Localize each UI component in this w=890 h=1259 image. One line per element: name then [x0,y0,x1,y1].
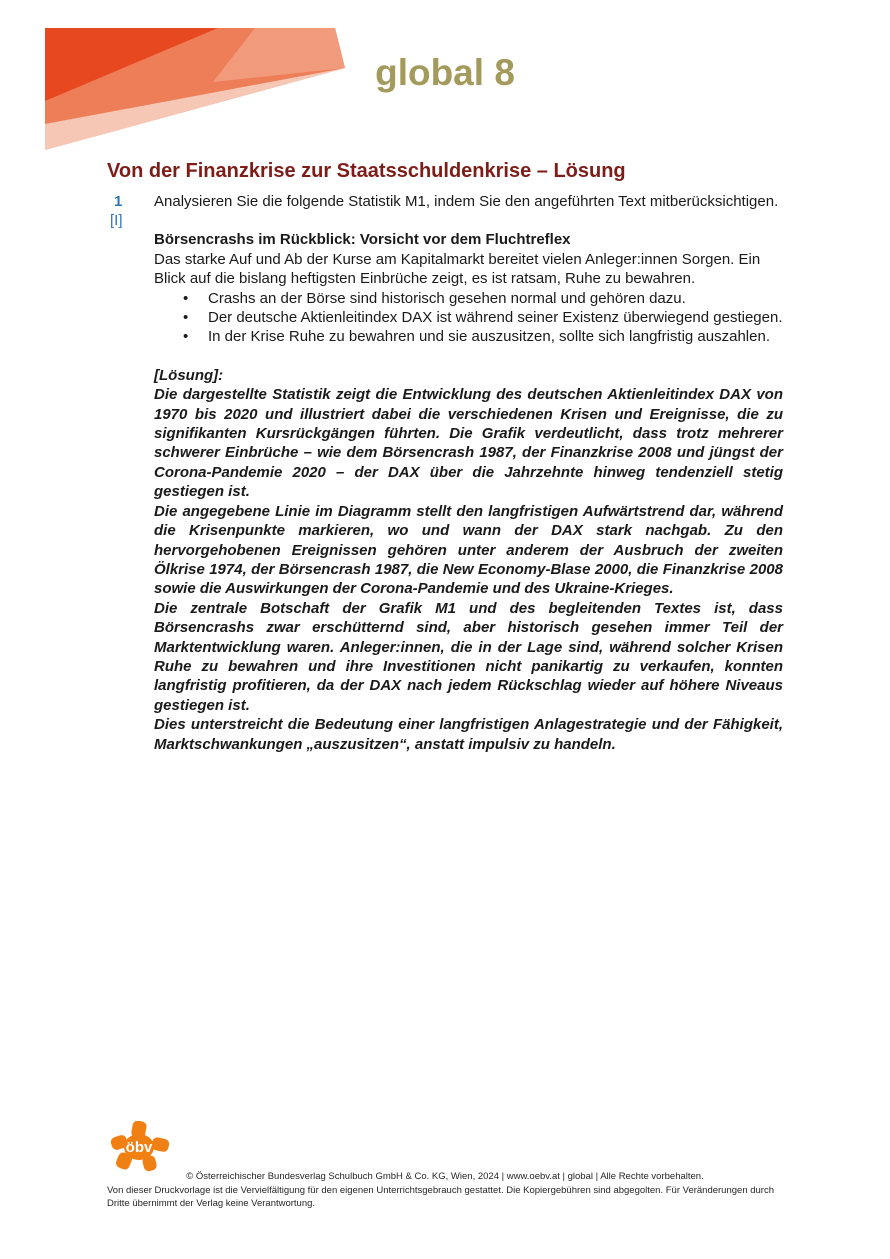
task-content [154,192,783,754]
bullet-icon: • [183,328,189,346]
oebv-logo-text: öbv [125,1139,153,1156]
solution-paragraph: Die angegebene Linie im Diagramm stellt den langfristigen Aufwärtstrend dar, während die Krisenpunkte markieren, wo und wann der DAX stark nachgab. Zu den hervorgehobenen Ereignissen gehören unter anderem der Ausbruch der zweiten Ölkrise 1974, der Börsencrash 1987, die New Economy-Blase 2000, die Finanzkrise 2008 sowie die Auswirkungen der Corona-Pandemie und des Ukraine-Krieges. [154,502,783,598]
footer-copyright: © Österreichischer Bundesverlag Schulbuch GmbH & Co. KG, Wien, 2024 | www.oebv.at | global | Alle Rechte vorbehalten. [186,1171,704,1182]
page-title: Von der Finanzkrise zur Staatsschuldenkrise – Lösung [107,160,626,183]
footer-legal-note: Von dieser Druckvorlage ist die Vervielfältigung für den eigenen Unterrichtsgebrauch gestattet. Die Kopiergebühren sind abgegolten. Für Veränderungen durch Dritte übernimmt der Verlag keine Verantwortung. [107,1185,775,1209]
task-number: 1 [114,193,123,210]
list-item [154,327,783,346]
task-number-column [107,192,154,754]
solution-label: [Lösung]: [154,366,224,384]
bullet-text: Der deutsche Aktienleitindex DAX ist während seiner Existenz überwiegend gestiegen. [208,309,783,327]
article-bullet-list [154,289,783,347]
solution-paragraph: Die dargestellte Statistik zeigt die Entwicklung des deutschen Aktienleitindex DAX von 1970 bis 2020 und illustriert dabei die verschiedenen Krisen und Ereignisse, die zu signifikanten Kursrückgängen führten. Die Grafik verdeutlicht, dass trotz mehrerer schwerer Einbrüche – wie dem Börsencrash 1987, der Finanzkrise 2008 und jüngst der Corona-Pandemie 2020 – der DAX über die Jahrzehnte hinweg tendenziell stetig gestiegen ist. [154,386,783,501]
solution-paragraph: Die zentrale Botschaft der Grafik M1 und des begleitenden Textes ist, dass Börsencrashs zwar erschütternd sind, aber historisch gesehen immer Teil der Marktentwicklung waren. Anleger:innen, die in der Lage sind, während solcher Krisen Ruhe zu bewahren und ihre Investitionen nicht panikartig zu verkaufen, konnten langfristig profitieren, da der DAX nach jedem Rückschlag wieder auf höhere Niveaus gestiegen ist. [154,599,783,714]
article-headline: Börsencrashs im Rückblick: Vorsicht vor dem Fluchtreflex [154,231,571,249]
bullet-text: In der Krise Ruhe zu bewahren und sie auszusitzen, sollte sich langfristig auszahlen. [208,328,770,346]
oebv-logo [110,1121,170,1173]
solution-paragraph: Dies unterstreicht die Bedeutung einer langfristigen Anlagestrategie und der Fähigkeit, Marktschwankungen „auszusitzen“, anstatt impulsiv zu handeln. [154,716,783,753]
bullet-text: Crashs an der Börse sind historisch gesehen normal und gehören dazu. [208,289,686,307]
brand-title: global 8 [375,52,515,93]
article-intro: Das starke Auf und Ab der Kurse am Kapitalmarkt bereitet vielen Anleger:innen Sorgen. Ein Blick auf die bislang heftigsten Einbrüche zeigt, es ist ratsam, Ruhe zu bewahren. [154,250,761,288]
bullet-icon: • [183,289,189,307]
list-item [154,289,783,308]
list-item [154,308,783,327]
bullet-icon: • [183,309,189,327]
task-block [107,192,783,754]
task-level-marker: [I] [110,212,123,230]
oebv-logo-icon [110,1121,170,1173]
task-instruction: Analysieren Sie die folgende Statistik M1, indem Sie den angeführten Text mitberücksichtigen. [154,193,779,210]
